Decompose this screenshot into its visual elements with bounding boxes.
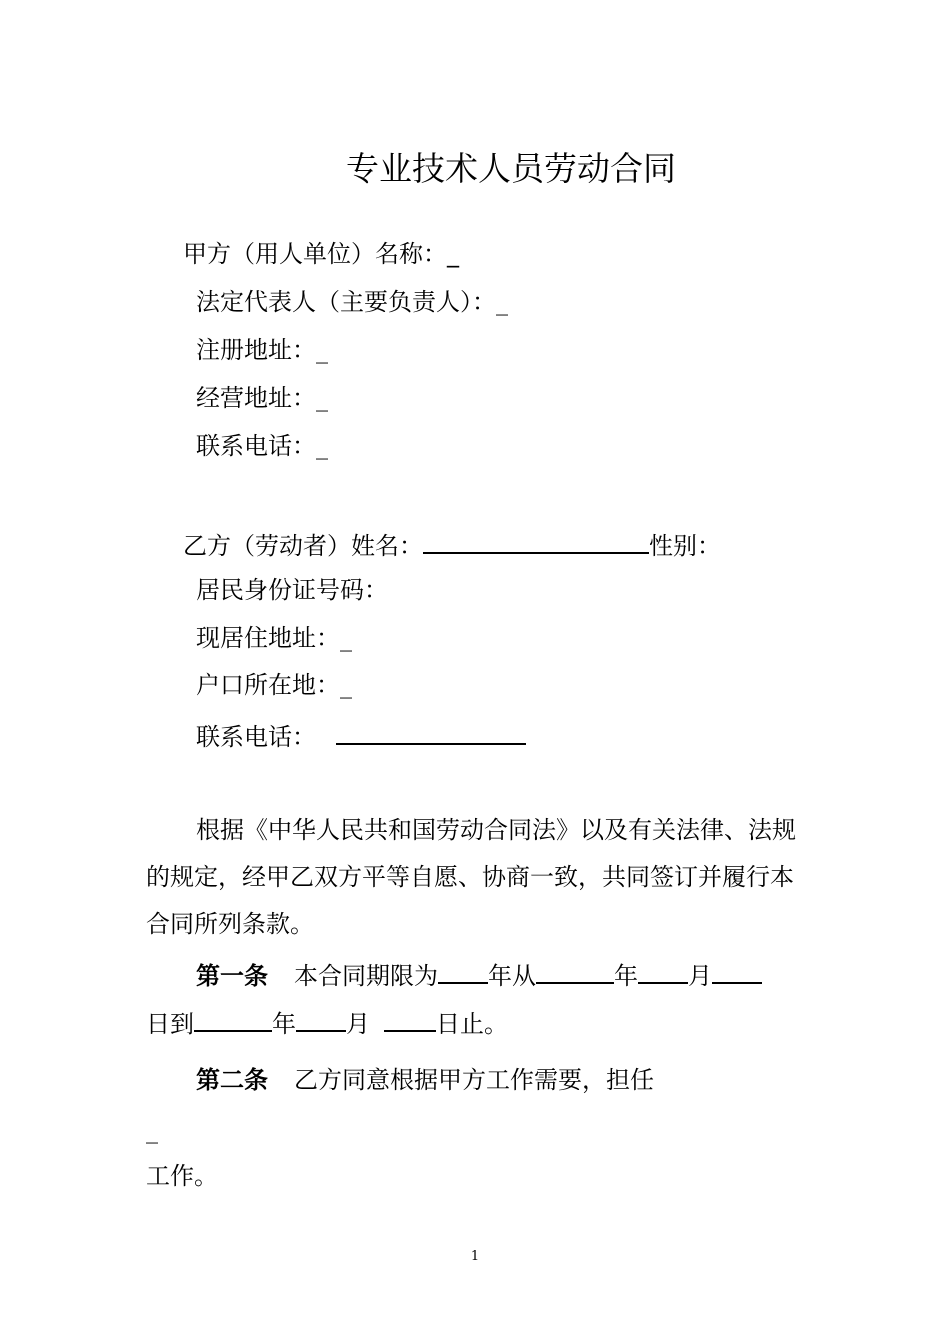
article-1-blank-4 [712,960,762,984]
party-a-heading: 甲方（用人单位）名称：_ [183,240,459,268]
party-b-heading [183,530,721,558]
party-b-id-number: 居民身份证号码： [196,576,388,604]
party-a-biz-address: 经营地址：_ [196,384,328,412]
article-1-blank-5 [194,1008,272,1032]
article-1-line-2 [146,1008,508,1036]
party-b-gender-label: 性别： [649,532,721,560]
preamble-line-2: 的规定，经甲乙双方平等自愿、协商一致，共同签订并履行本 [146,863,794,891]
preamble-line-3: 合同所列条款。 [146,910,314,938]
article-1-blank-3 [638,960,688,984]
party-b-hukou: 户口所在地：_ [196,671,352,699]
article-2-label: 第二条 [196,1066,268,1094]
article-1-blank-1 [438,960,488,984]
article-1-text-6: 年 [272,1010,296,1038]
page-number: 1 [470,1249,480,1264]
article-2-text: 乙方同意根据甲方工作需要，担任 [294,1066,654,1094]
party-a-phone: 联系电话：_ [196,432,328,460]
article-2-blank: _ [146,1116,158,1144]
article-1-blank-2 [536,960,614,984]
party-b-phone [196,721,526,749]
party-b-current-address: 现居住地址：_ [196,624,352,652]
party-a-legal-rep: 法定代表人（主要负责人）：_ [196,288,508,316]
article-1-text-2: 年从 [488,962,536,990]
article-1-text-3: 年 [614,962,638,990]
party-b-name-label: 乙方（劳动者）姓名： [183,532,423,560]
party-b-phone-blank [336,721,526,745]
document-title: 专业技术人员劳动合同 [346,149,676,188]
article-1-text-5: 日到 [146,1010,194,1038]
article-2-line-1 [196,1068,654,1092]
article-1-label: 第一条 [196,962,268,990]
article-1-line-1 [196,960,762,988]
party-a-reg-address: 注册地址：_ [196,336,328,364]
party-b-phone-label: 联系电话： [196,723,316,751]
article-1-blank-7 [384,1008,436,1032]
article-2-end: 工作。 [146,1162,218,1190]
article-1-text-4: 月 [688,962,712,990]
party-b-name-blank [423,530,649,554]
article-1-text-8: 日止。 [436,1010,508,1038]
article-1-blank-6 [296,1008,346,1032]
article-1-text-1: 本合同期限为 [294,962,438,990]
article-1-text-7: 月 [346,1010,370,1038]
preamble-line-1: 根据《中华人民共和国劳动合同法》以及有关法律、法规 [196,816,796,844]
